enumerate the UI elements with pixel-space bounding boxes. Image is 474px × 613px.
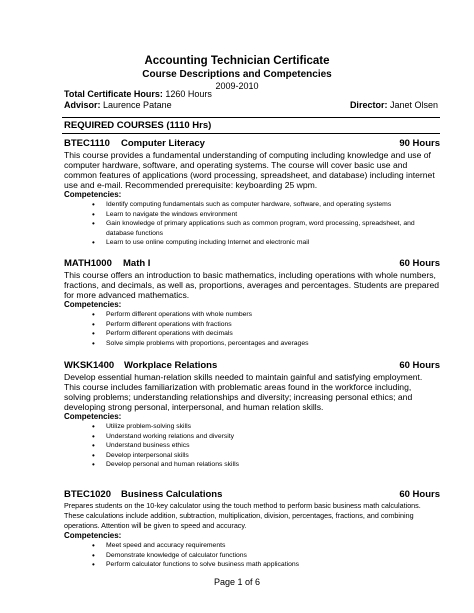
competency-item: • Perform calculator functions to solve business math applications	[64, 560, 440, 570]
competency-item: • Perform different operations with fractions	[64, 320, 440, 330]
required-courses-heading-box	[62, 117, 440, 134]
competency-item: • Understand working relations and diversity	[64, 432, 440, 442]
competency-item: • Identify computing fundamentals such as computer hardware, software, and operating systems	[64, 200, 440, 210]
total-hours-value: 1260 Hours	[165, 89, 212, 99]
course-code: MATH1000	[64, 258, 112, 269]
course-name: Workplace Relations	[124, 360, 218, 371]
page-subtitle: Course Descriptions and Competencies	[142, 69, 332, 80]
page-number: Page 1 of 6	[213, 577, 261, 587]
course-hours: 60 Hours	[399, 360, 440, 371]
competency-item: • Gain knowledge of primary applications such as common program, word processing, spreadsheet, and database functions	[64, 219, 440, 238]
director-value: Janet Olsen	[389, 100, 438, 110]
course-name: Computer Literacy	[121, 138, 205, 149]
course-hours: 60 Hours	[399, 258, 440, 269]
competency-item: • Understand business ethics	[64, 441, 440, 451]
advisor-label: Advisor:	[64, 100, 101, 110]
competency-item: • Develop personal and human relations skills	[64, 460, 440, 470]
course-code: WKSK1400	[64, 360, 115, 371]
director-line	[350, 100, 438, 110]
competency-item: • Learn to use online computing including Internet and electronic mail	[64, 238, 440, 248]
page-title: Accounting Technician Certificate	[144, 55, 330, 67]
advisor-line	[64, 100, 172, 110]
competency-list	[64, 541, 440, 570]
course-header	[64, 360, 440, 372]
course-code: BTEC1110	[64, 138, 110, 149]
course-header	[64, 138, 440, 150]
competencies-label: Competencies:	[64, 190, 122, 199]
course-wksk1400	[64, 360, 440, 470]
competency-item: • Solve simple problems with proportions, percentages and averages	[64, 339, 440, 349]
competency-list	[64, 310, 440, 348]
course-header	[64, 489, 440, 501]
course-header	[64, 258, 440, 270]
competency-item: • Develop interpersonal skills	[64, 451, 440, 461]
course-math1000	[64, 258, 440, 348]
competency-item: • Perform different operations with decimals	[64, 329, 440, 339]
competencies-label: Competencies:	[64, 531, 122, 540]
competencies-label: Competencies:	[64, 300, 122, 309]
director-label: Director:	[349, 100, 388, 110]
course-description: This course offers an introduction to basic mathematics, including operations with whole numbers, fractions, and decimals, as well as, proportions, averages and percentages. Students are prepared for more advanced mathematics.	[64, 270, 439, 300]
course-name: Business Calculations	[121, 489, 223, 500]
required-courses-heading: REQUIRED COURSES (1110 Hrs)	[64, 120, 212, 131]
course-hours: 60 Hours	[399, 489, 440, 500]
course-description: Develop essential human-relation skills needed to maintain gainful and satisfying employment. This course includes familiarization with problematic areas found in the workforce including, solving problems; understanding relationships and diversity; increasing personal ethics; and developing strong personal, interpersonal, and human relation skills.	[64, 372, 423, 412]
course-code: BTEC1020	[64, 489, 111, 500]
competency-item: • Utilize problem-solving skills	[64, 422, 440, 432]
competency-item: • Perform different operations with whole numbers	[64, 310, 440, 320]
competencies-label: Competencies:	[64, 412, 122, 421]
total-hours-line	[64, 89, 212, 99]
competency-list	[64, 200, 440, 248]
competency-list	[64, 422, 440, 470]
course-description: This course provides a fundamental understanding of computing including knowledge and use of computer hardware, software, and operating systems. The course will cover basic use and common features of applications (word processing, spreadsheet, and database) including internet use and e-mail. Recommended prerequisite: keyboarding 25 wpm.	[64, 150, 435, 190]
course-description: Prepares students on the 10-key calculator using the touch method to perform basic business math calculations. These calculations include addition, subtraction, multiplication, division, percentages, fractions, and combining operations. Attention will be given to speed and accuracy.	[64, 501, 421, 530]
academic-year: 2009-2010	[215, 81, 259, 91]
course-hours: 90 Hours	[399, 138, 440, 149]
competency-item: • Demonstrate knowledge of calculator functions	[64, 551, 440, 561]
course-btec1020	[64, 489, 440, 570]
advisor-value: Laurence Patane	[103, 100, 172, 110]
competency-item: • Meet speed and accuracy requirements	[64, 541, 440, 551]
course-btec1110	[64, 138, 440, 248]
total-hours-label: Total Certificate Hours:	[64, 89, 163, 99]
course-name: Math I	[123, 258, 151, 269]
competency-item: • Learn to navigate the windows environment	[64, 210, 440, 220]
